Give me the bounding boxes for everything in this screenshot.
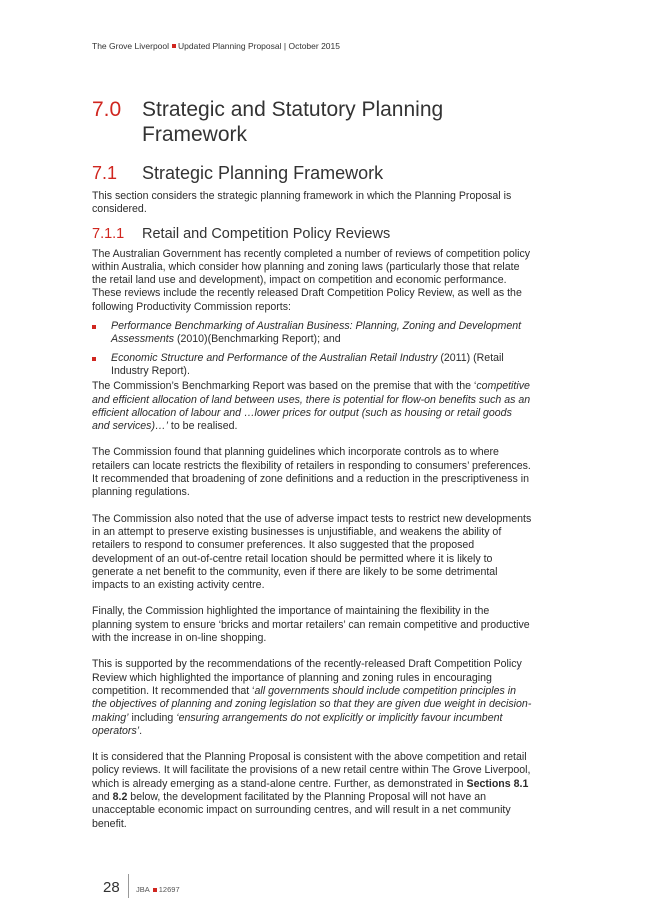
subsection-title: Strategic Planning Framework [142, 163, 384, 183]
running-header [92, 41, 340, 51]
footer-ref: 12697 [158, 885, 180, 894]
report-detail: (2010)(Benchmarking Report); and [174, 333, 341, 346]
paragraph-1: The Australian Government has recently completed a number of reviews of competition policy within Australia, which consider how planning and zoning laws (particularly those that relate the retail land use and development), impact on competition and economic performance. These reviews include the recently released Draft Competition Policy Review, as well as the following Productivity Commission reports: [92, 247, 531, 313]
report-list [92, 320, 532, 378]
footer-org: JBA [136, 885, 150, 894]
section-title: Strategic and Statutory Planning Framework [142, 98, 444, 146]
page-content [92, 97, 532, 831]
section-reference: Sections 8.1 [466, 777, 529, 790]
paragraph-6-text-mid: including [128, 711, 177, 724]
paragraph-3: The Commission found that planning guidelines which incorporate controls as to where retailers can locate restricts the flexibility of retailers in responding to consumers’ preferences. It recommended that broadening of zone definitions and a reduction in the prescriptiveness in planning regulations. [92, 446, 531, 499]
paragraph-2-text: The Commission’s Benchmarking Report was based on the premise that with the ‘ [92, 380, 477, 393]
report-title: Performance Benchmarking of Australian Business: Planning, Zoning and Development Assessments [111, 320, 522, 346]
list-item [92, 320, 532, 347]
red-square-bullet-icon [153, 888, 157, 892]
red-square-bullet-icon [92, 325, 96, 329]
footer-reference [136, 885, 180, 894]
paragraph-4: The Commission also noted that the use of adverse impact tests to restrict new developments in an attempt to preserve existing businesses is unjustifiable, and weakens the ability of retailers to respond to consumer preferences. It also suggested that the proposed development of an out-of-centre retail location should be permitted where it is likely to generate a net benefit to the community, even if there are likely to be some detrimental impacts to an existing activity centre. [92, 512, 532, 592]
subsection-heading [92, 162, 532, 184]
subsection-number: 7.1 [92, 163, 118, 183]
red-square-bullet-icon [92, 357, 96, 361]
quote-text: ‘ensuring arrangements do not explicitly or implicitly favour incumbent operators’ [92, 711, 503, 737]
report-title: Economic Structure and Performance of the Australian Retail Industry [111, 351, 438, 364]
quote-text: competitive and efficient allocation of land between uses, there is potential for flow-on benefits such as an efficient allocation of labour and …lower prices for output (such as housing or retail goods and services)…’ [92, 380, 531, 433]
header-date: October 2015 [288, 41, 340, 51]
list-item [92, 352, 532, 379]
paragraph-7-text: It is considered that the Planning Proposal is consistent with the above competition and retail policy reviews. It will facilitate the provisions of a new retail centre within The Grove Liverpool, which is already emerging as a stand-alone centre. Further, as demonstrated in [92, 751, 531, 790]
quote-text: all governments should include competition principles in the objectives of planning and zoning legislation so that they are given due weight in decision-making’ [92, 684, 532, 724]
header-doc-subtitle: Updated Planning Proposal [178, 41, 282, 51]
subsubsection-heading [92, 225, 532, 243]
paragraph-2-text-end: to be realised. [167, 420, 238, 433]
paragraph-6-text: This is supported by the recommendations of the recently-released Draft Competition Policy Review which highlighted the importance of planning and zoning rules in encouraging competition. It recommended that ‘ [92, 658, 522, 697]
subsubsection-title: Retail and Competition Policy Reviews [142, 225, 391, 242]
red-square-bullet-icon [172, 44, 176, 48]
paragraph-7-text-end: below, the development facilitated by the Planning Proposal will not have an unacceptable economic impact on surrounding centres, and will result in a net community benefit. [92, 790, 511, 830]
paragraph-6 [92, 658, 532, 738]
section-reference: 8.2 [112, 790, 128, 803]
subsubsection-number: 7.1.1 [92, 225, 125, 242]
footer-divider [128, 874, 129, 898]
report-detail: (2011) (Retail Industry Report). [111, 351, 504, 377]
paragraph-6-text-end: . [139, 724, 143, 737]
section-heading [92, 97, 532, 147]
paragraph-2 [92, 380, 532, 433]
header-separator: | [283, 41, 287, 51]
page-number: 28 [103, 879, 120, 896]
paragraph-5: Finally, the Commission highlighted the importance of maintaining the flexibility in the planning system to ensure ‘bricks and mortar retailers’ can remain competitive and productive with the increase in on-line shopping. [92, 605, 530, 645]
subsection-intro: This section considers the strategic planning framework in which the Planning Proposal is considered. [92, 190, 512, 216]
header-doc-title: The Grove Liverpool [92, 41, 170, 51]
section-number: 7.0 [92, 98, 122, 121]
paragraph-7-text-and: and [92, 790, 113, 803]
paragraph-7 [92, 751, 532, 831]
